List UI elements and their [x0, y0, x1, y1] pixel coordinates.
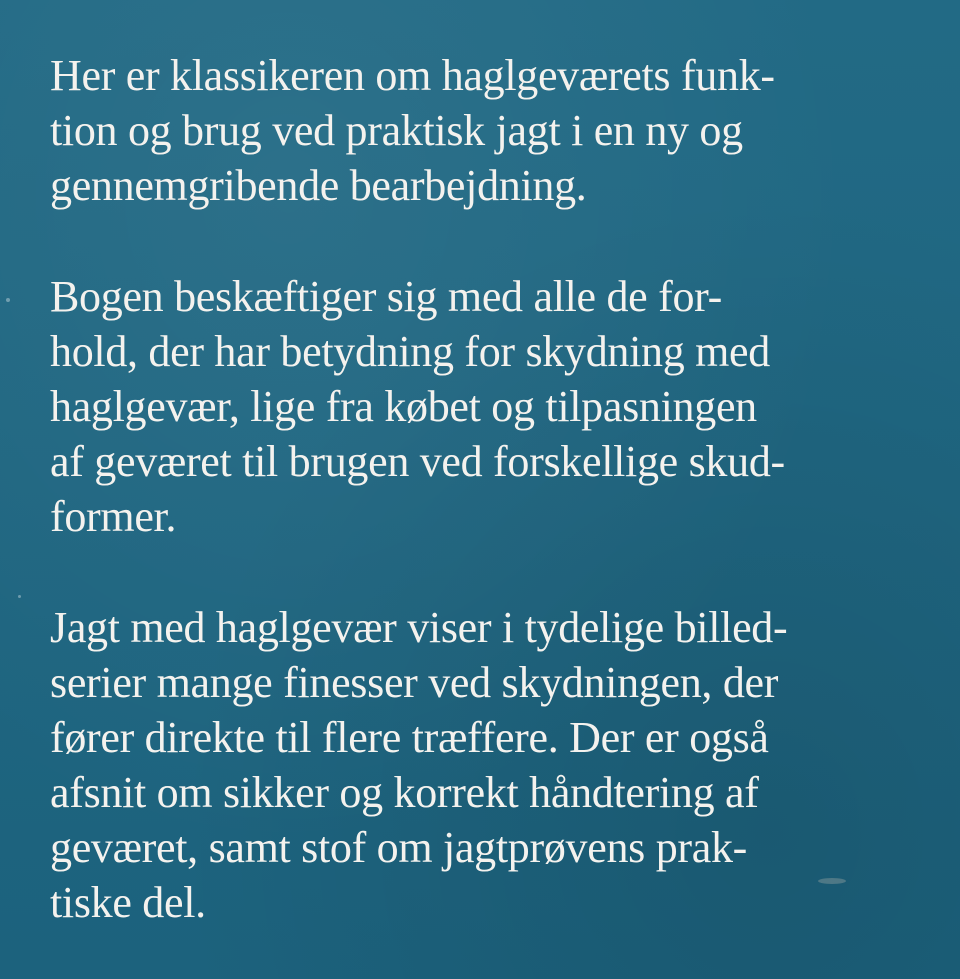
paper-speck	[6, 298, 10, 302]
text-line: former.	[50, 492, 177, 541]
text-line: gennemgribende bearbejdning.	[50, 161, 587, 210]
paragraph-intro	[50, 48, 930, 213]
paragraph-details	[50, 600, 930, 930]
text-line: fører direkte til flere træffere. Der er også	[50, 713, 769, 762]
text-line: tion og brug ved praktisk jagt i en ny og	[50, 106, 743, 155]
text-line: hold, der har betydning for skydning med	[50, 327, 770, 376]
text-line: af geværet til brugen ved forskellige skud-	[50, 437, 785, 486]
paper-speck	[18, 595, 21, 598]
paper-speck	[818, 878, 846, 884]
text-line: geværet, samt stof om jagtprøvens prak-	[50, 823, 748, 872]
text-line: afsnit om sikker og korrekt håndtering af	[50, 768, 759, 817]
text-line: haglgevær, lige fra købet og tilpasningen	[50, 382, 757, 431]
text-line: serier mange finesser ved skydningen, der	[50, 658, 779, 707]
text-line: Jagt med haglgevær viser i tydelige billed-	[50, 603, 788, 652]
text-line: Her er klassikeren om haglgeværets funk-	[50, 51, 775, 100]
paragraph-topics	[50, 269, 930, 544]
text-line: tiske del.	[50, 878, 206, 927]
text-line: Bogen beskæftiger sig med alle de for-	[50, 272, 722, 321]
